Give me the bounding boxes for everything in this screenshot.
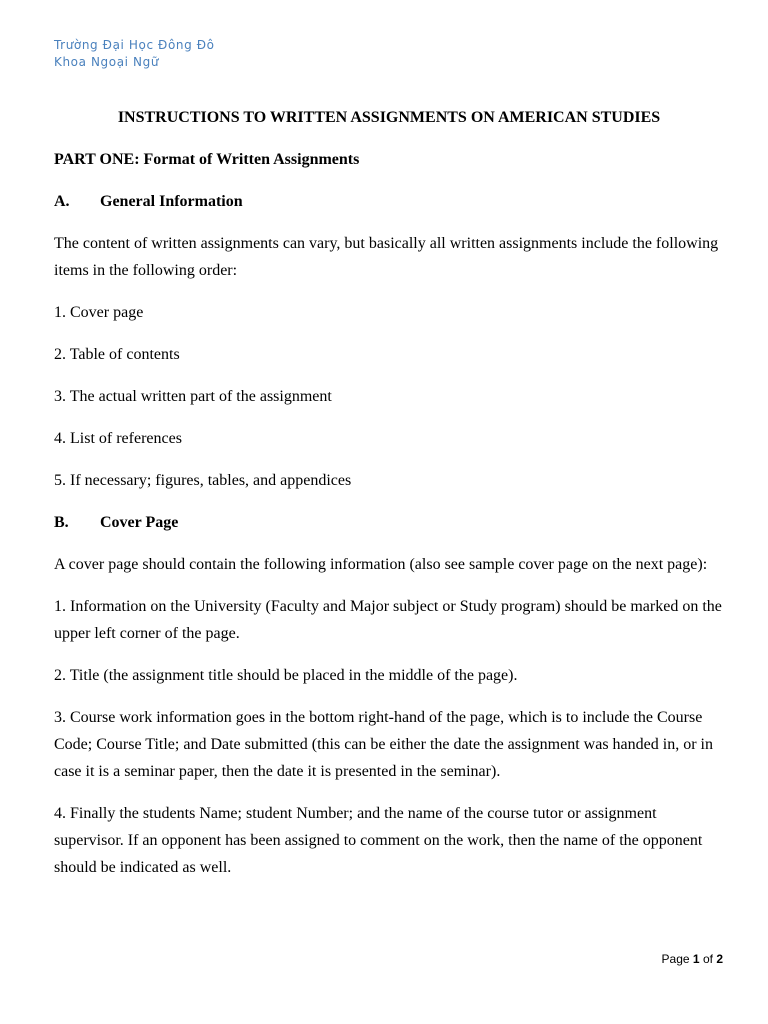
document-title: INSTRUCTIONS TO WRITTEN ASSIGNMENTS ON AMERICAN STUDIES <box>117 109 661 126</box>
institution-header <box>54 37 215 71</box>
list-item: 1. Information on the University (Faculty and Major subject or Study program) should be marked on the upper left corner of the page. <box>54 598 722 642</box>
current-page: 1 <box>692 952 700 966</box>
list-item: 3. The actual written part of the assignment <box>54 388 332 405</box>
section-b-intro: A cover page should contain the following information (also see sample cover page on the next page): <box>54 556 708 573</box>
list-item: 4. List of references <box>54 430 182 447</box>
section-b-title: Cover Page <box>100 514 179 531</box>
list-item: 3. Course work information goes in the bottom right-hand of the page, which is to include the Course Code; Course Title; and Date submitted (this can be either the date the assignment was handed in, or in case it is a seminar paper, then the date it is presented in the seminar). <box>54 709 713 780</box>
section-a-letter: A. <box>54 193 70 210</box>
list-item: 4. Finally the students Name; student Number; and the name of the course tutor or assignment supervisor. If an opponent has been assigned to comment on the work, then the name of the opponent should be indicated as well. <box>54 805 703 876</box>
list-item: 2. Title (the assignment title should be placed in the middle of the page). <box>54 667 518 684</box>
page-word: Page <box>661 952 690 966</box>
section-a-title: General Information <box>100 193 243 210</box>
page-number <box>662 952 723 966</box>
document-body <box>54 104 724 896</box>
list-item: 1. Cover page <box>54 304 144 321</box>
list-item: 5. If necessary; figures, tables, and appendices <box>54 472 352 489</box>
university-name: Trường Đại Học Đông Đô <box>54 38 215 52</box>
faculty-name: Khoa Ngoại Ngữ <box>54 55 160 69</box>
total-pages: 2 <box>716 952 723 966</box>
section-b-letter: B. <box>54 514 69 531</box>
section-a-intro: The content of written assignments can vary, but basically all written assignments include the following items in the following order: <box>54 235 719 279</box>
of-word: of <box>702 952 713 966</box>
section-a-heading <box>54 188 724 215</box>
part-heading: PART ONE: Format of Written Assignments <box>54 151 360 168</box>
list-item: 2. Table of contents <box>54 346 180 363</box>
section-b-heading <box>54 509 724 536</box>
